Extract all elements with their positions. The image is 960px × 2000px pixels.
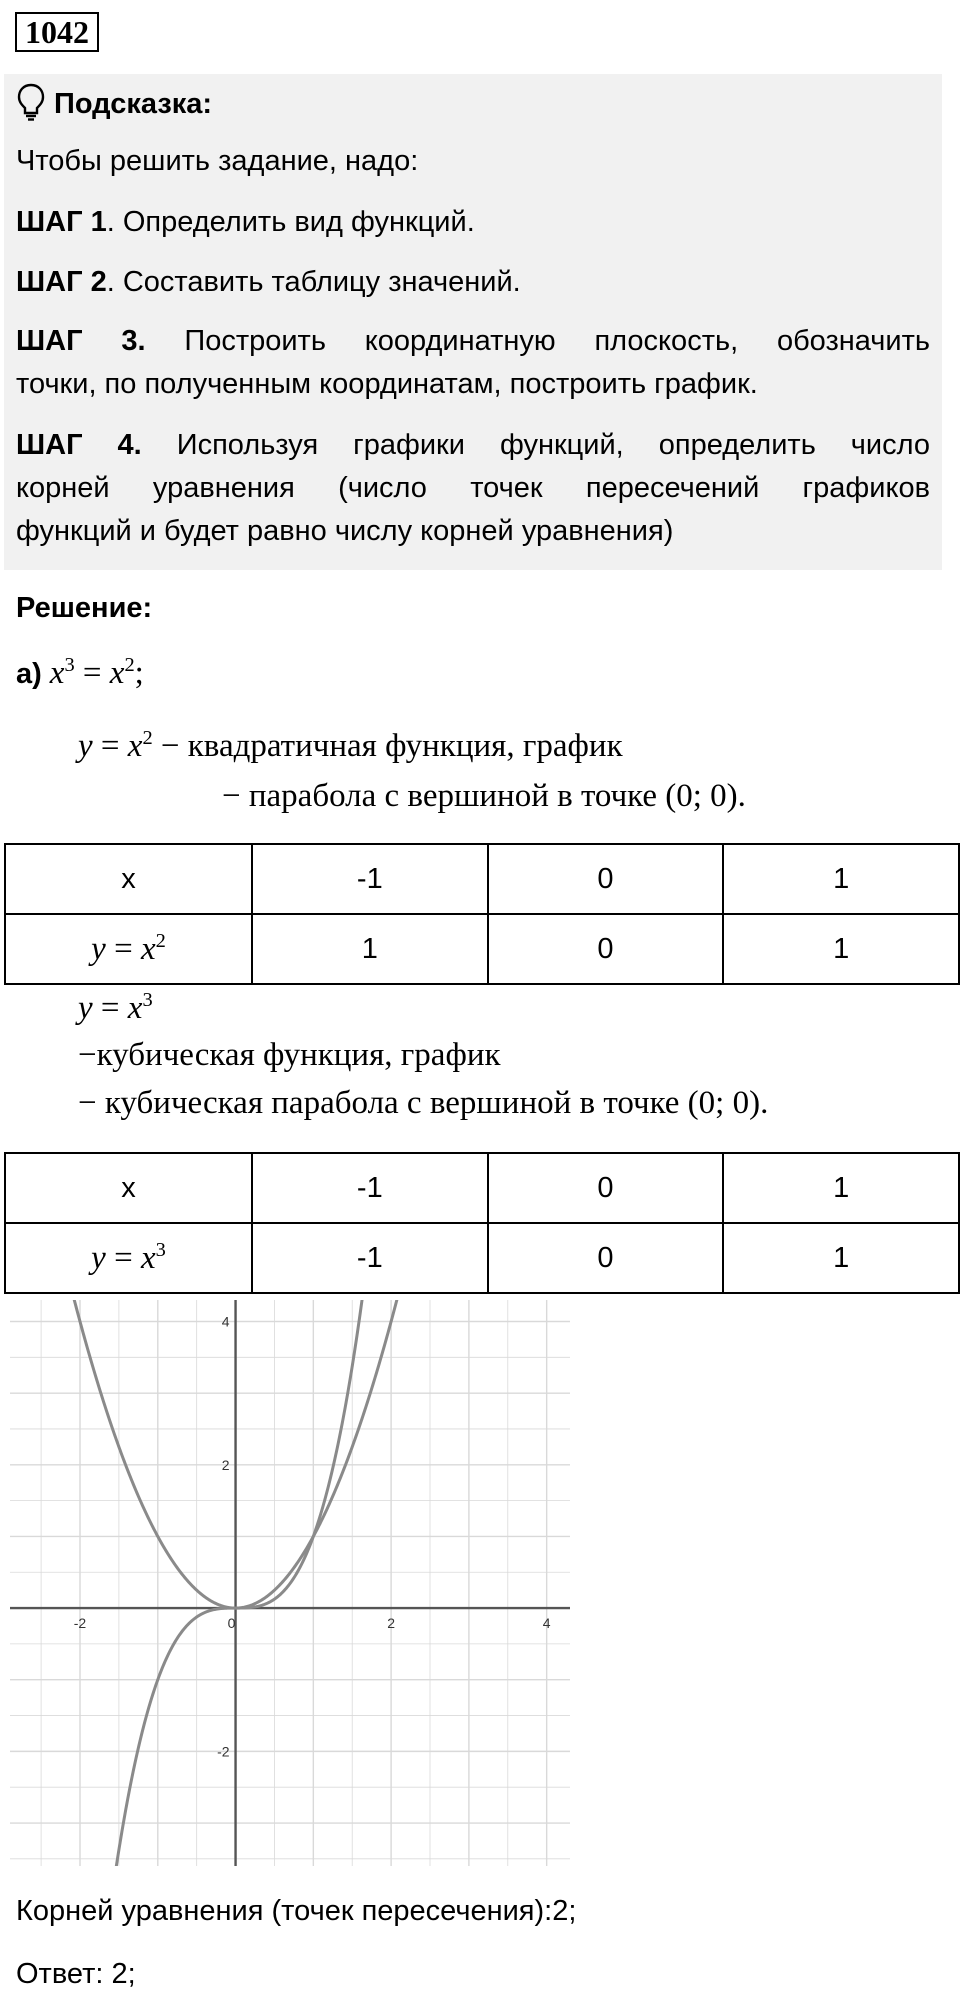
cubic-description-line2: −кубическая функция, график [78, 1037, 501, 1073]
step-text: точки, по полученным координатам, построить график. [16, 368, 758, 400]
table-cell: x [5, 844, 252, 914]
table-row [5, 914, 959, 984]
x-tick-label: 0 [227, 1615, 236, 1632]
step-text: функций и будет равно числу корней уравнения) [16, 515, 674, 547]
step-text: Построить координатную плоскость, обозначить [184, 325, 930, 357]
step-label: ШАГ 2 [16, 266, 107, 298]
hint-step-2 [16, 261, 930, 304]
solution-title: Решение: [16, 592, 153, 624]
table-row [5, 1153, 959, 1223]
task-number: 1042 [15, 12, 99, 52]
table-cell: 1 [723, 844, 959, 914]
equation-tail: ; [134, 655, 144, 691]
part-label: а) [16, 658, 42, 690]
table-cell-formula: $y = x^3$ [5, 1223, 252, 1293]
table-row [5, 844, 959, 914]
hint-step-3 [16, 320, 930, 406]
curve-x-pow-3 [107, 1300, 370, 1866]
table-cell: 1 [252, 914, 488, 984]
values-table-cubic [4, 1152, 960, 1294]
table-cell: -1 [252, 844, 488, 914]
table-cell: 0 [488, 1223, 724, 1293]
hint-step-1 [16, 201, 930, 244]
function-graph [10, 1300, 570, 1866]
y-tick-label: 4 [221, 1313, 230, 1330]
quadratic-description-line1 [78, 728, 623, 765]
answer-text: Ответ: 2; [16, 1958, 136, 1990]
table-cell: 0 [488, 1153, 724, 1223]
quadratic-text: − квадратичная функция, график [152, 728, 623, 764]
roots-count-text: Корней уравнения (точек пересечения):2; [16, 1895, 577, 1927]
step-label: ШАГ 4. [16, 429, 142, 461]
hint-step-4 [16, 424, 930, 553]
cubic-description-line1: $y = x^3$ [78, 989, 153, 1026]
x-tick-label: -2 [73, 1615, 87, 1632]
table-cell: 0 [488, 844, 724, 914]
hint-intro: Чтобы решить задание, надо: [16, 145, 419, 177]
table-cell: x [5, 1153, 252, 1223]
y-tick-label: 2 [221, 1456, 230, 1473]
table-cell: -1 [252, 1223, 488, 1293]
step-label: ШАГ 1 [16, 206, 107, 238]
quadratic-description-line2: − парабола с вершиной в точке (0; 0). [222, 778, 746, 814]
formula-quadratic: $y = x^2$ [78, 727, 153, 764]
x-tick-label: 4 [542, 1615, 551, 1632]
step-text: Используя графики функций, определить число [176, 429, 930, 461]
step-label: ШАГ 3. [16, 325, 146, 357]
table-cell: 1 [723, 1153, 959, 1223]
step-text: корней уравнения (число точек пересечений графиков [16, 472, 930, 504]
table-cell: -1 [252, 1153, 488, 1223]
x-tick-label: 2 [387, 1615, 396, 1632]
equation-formula: $x^3 = x^2$ [49, 654, 135, 691]
hint-box [4, 74, 942, 570]
y-tick-label: -2 [217, 1743, 230, 1760]
table-cell: 1 [723, 1223, 959, 1293]
cubic-description-line3: − кубическая парабола с вершиной в точке (0; 0). [78, 1085, 769, 1121]
step-text: . Определить вид функций. [106, 206, 475, 238]
table-cell: 1 [723, 914, 959, 984]
table-row [5, 1223, 959, 1293]
table-cell: 0 [488, 914, 724, 984]
hint-header [16, 84, 212, 124]
equation-a [16, 655, 144, 692]
values-table-quadratic [4, 843, 960, 985]
hint-title: Подсказка: [54, 87, 213, 120]
lightbulb-icon [16, 82, 54, 127]
step-text: . Составить таблицу значений. [106, 266, 521, 298]
table-cell-formula: $y = x^2$ [5, 914, 252, 984]
